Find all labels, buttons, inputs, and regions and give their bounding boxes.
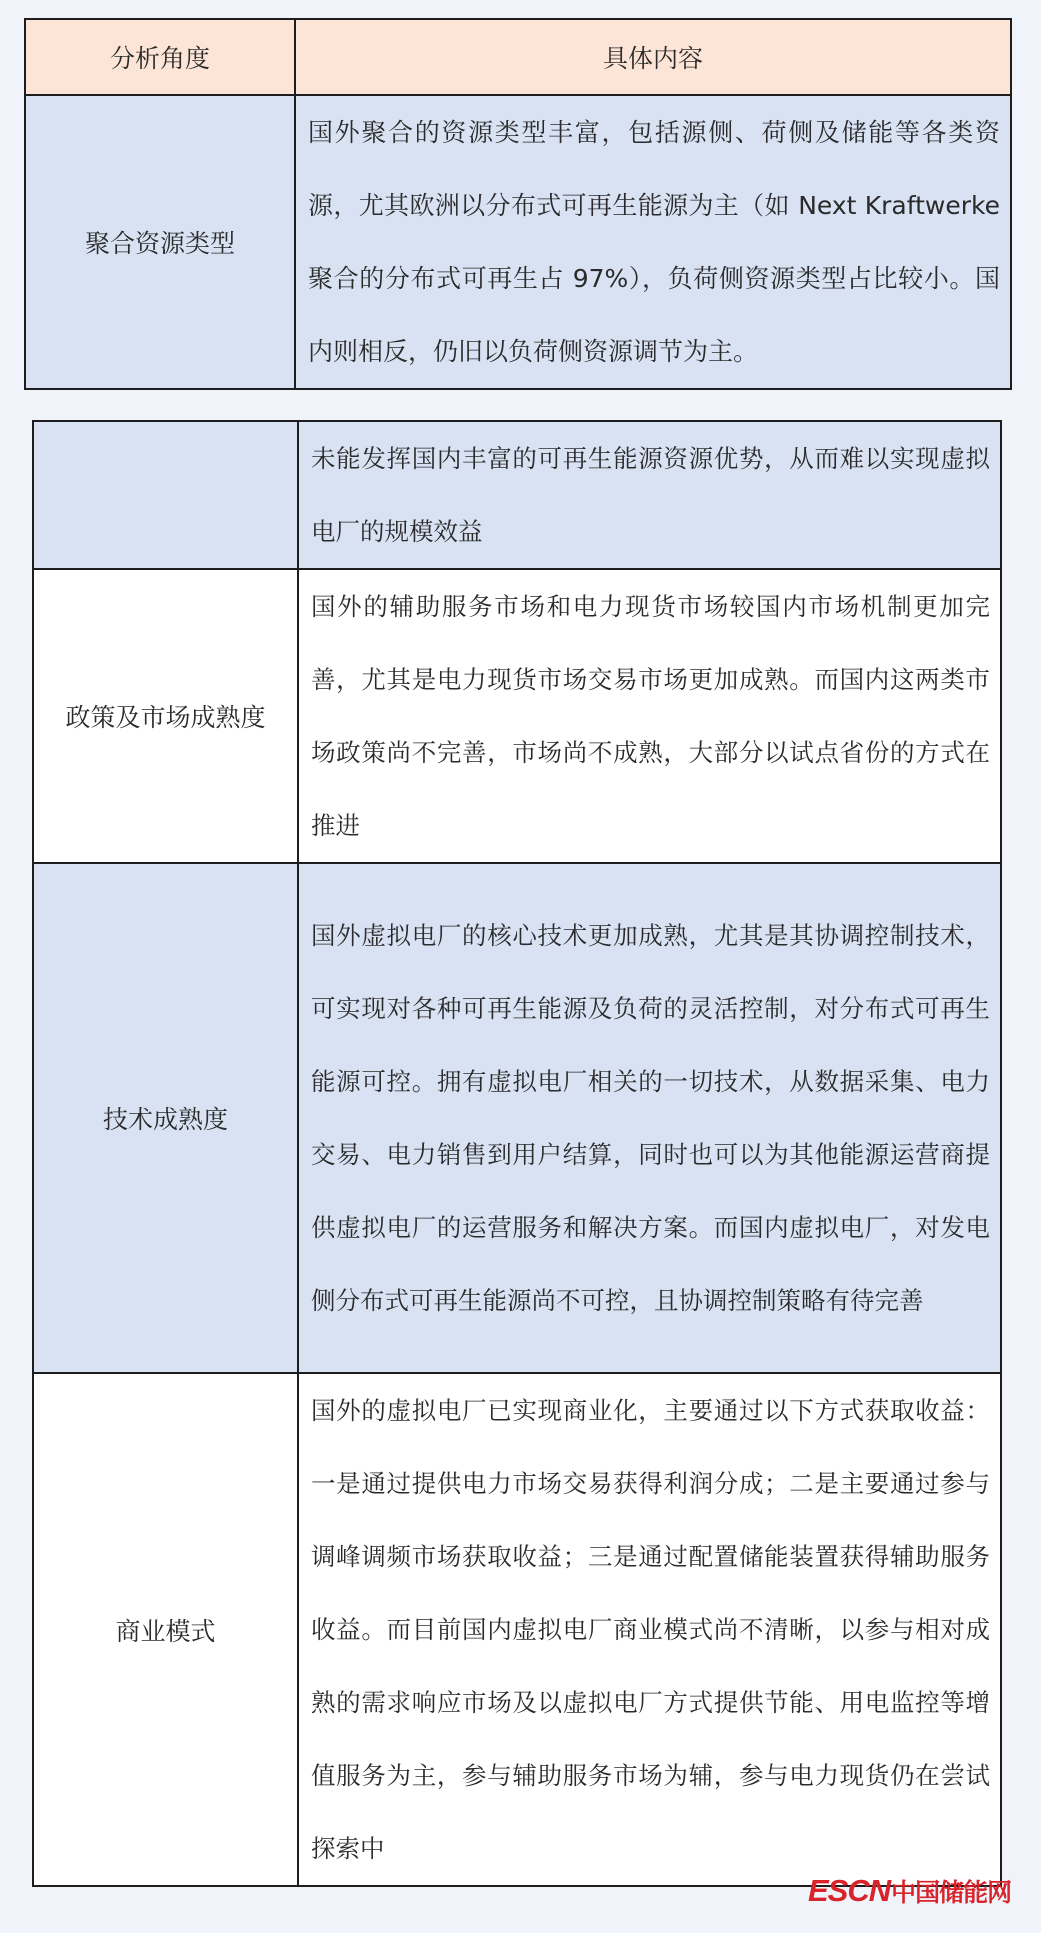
- row-content: 国外聚合的资源类型丰富，包括源侧、荷侧及储能等各类资源，尤其欧洲以分布式可再生能源为主（如 Next Kraftwerke 聚合的分布式可再生占 97%），负荷侧资源类型占比较小。国内则相反，仍旧以负荷侧资源调节为主。: [295, 95, 1011, 389]
- table-row: [33, 1373, 1001, 1886]
- row-aspect: [33, 421, 298, 569]
- comparison-table-continued: [32, 420, 1002, 1887]
- table-row: [25, 95, 1011, 389]
- row-aspect: 政策及市场成熟度: [33, 569, 298, 863]
- logo-brand: ESCN: [808, 1873, 891, 1908]
- table-row: [33, 863, 1001, 1373]
- row-content: 国外的虚拟电厂已实现商业化，主要通过以下方式获取收益：一是通过提供电力市场交易获得利润分成；二是主要通过参与调峰调频市场获取收益；三是通过配置储能装置获得辅助服务收益。而目前国内虚拟电厂商业模式尚不清晰，以参与相对成熟的需求响应市场及以虚拟电厂方式提供节能、用电监控等增值服务为主，参与辅助服务市场为辅，参与电力现货仍在尝试探索中: [298, 1373, 1001, 1886]
- row-aspect: 聚合资源类型: [25, 95, 295, 389]
- table-row: [33, 421, 1001, 569]
- comparison-table-top: [24, 18, 1012, 390]
- header-content: 具体内容: [295, 19, 1011, 95]
- table-row: [33, 569, 1001, 863]
- row-content: 未能发挥国内丰富的可再生能源资源优势，从而难以实现虚拟电厂的规模效益: [298, 421, 1001, 569]
- row-content: 国外的辅助服务市场和电力现货市场较国内市场机制更加完善，尤其是电力现货市场交易市场更加成熟。而国内这两类市场政策尚不完善，市场尚不成熟，大部分以试点省份的方式在推进: [298, 569, 1001, 863]
- row-aspect: 技术成熟度: [33, 863, 298, 1373]
- header-aspect: 分析角度: [25, 19, 295, 95]
- row-aspect: 商业模式: [33, 1373, 298, 1886]
- logo-name: 中国储能网: [891, 1878, 1012, 1907]
- escn-watermark-logo: [808, 1873, 1011, 1909]
- row-content: 国外虚拟电厂的核心技术更加成熟，尤其是其协调控制技术，可实现对各种可再生能源及负荷的灵活控制，对分布式可再生能源可控。拥有虚拟电厂相关的一切技术，从数据采集、电力交易、电力销售到用户结算，同时也可以为其他能源运营商提供虚拟电厂的运营服务和解决方案。而国内虚拟电厂，对发电侧分布式可再生能源尚不可控，且协调控制策略有待完善: [298, 863, 1001, 1373]
- table-header-row: [25, 19, 1011, 95]
